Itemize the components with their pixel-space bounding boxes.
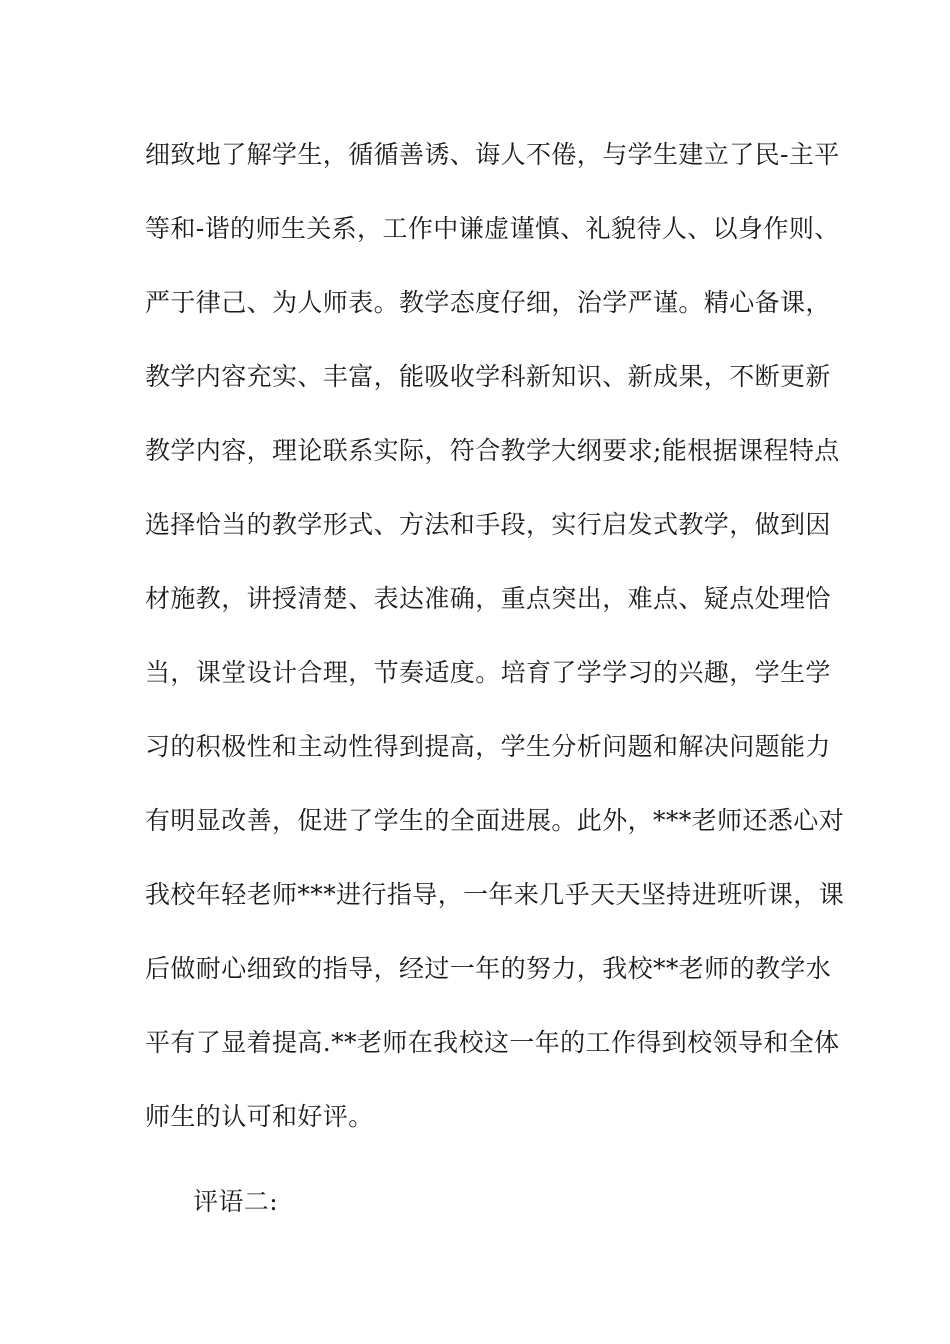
paragraph-line: 有明显改善，促进了学生的全面进展。此外，***老师还悉心对 [145, 806, 845, 835]
body-paragraph [145, 123, 845, 1159]
paragraph-line: 教学内容充实、丰富，能吸收学科新知识、新成果，不断更新 [145, 362, 831, 391]
paragraph-line: 后做耐心细致的指导，经过一年的努力，我校**老师的教学水 [145, 954, 832, 983]
paragraph-line: 材施教，讲授清楚、表达准确，重点突出，难点、疑点处理恰 [145, 584, 831, 613]
paragraph-line: 选择恰当的教学形式、方法和手段，实行启发式教学，做到因 [145, 510, 831, 539]
paragraph-line: 师生的认可和好评。 [145, 1102, 374, 1131]
paragraph-line: 当，课堂设计合理，节奏适度。培育了学学习的兴趣，学生学 [145, 658, 831, 687]
paragraph-line: 严于律己、为人师表。教学态度仔细，治学严谨。精心备课， [145, 288, 831, 317]
paragraph-line: 平有了显着提高.**老师在我校这一年的工作得到校领导和全体 [145, 1028, 840, 1057]
paragraph-line: 等和-谐的师生关系，工作中谦虚谨慎、礼貌待人、以身作则、 [145, 214, 840, 243]
paragraph-line: 习的积极性和主动性得到提高，学生分析问题和解决问题能力 [145, 732, 831, 761]
paragraph-line: 教学内容，理论联系实际，符合教学大纲要求;能根据课程特点 [145, 436, 840, 465]
paragraph-line: 我校年轻老师***进行指导，一年来几乎天天坚持进班听课，课 [145, 880, 845, 909]
paragraph-line: 细致地了解学生，循循善诱、诲人不倦，与学生建立了民-主平 [145, 140, 840, 169]
section-heading: 评语二: [193, 1187, 279, 1216]
